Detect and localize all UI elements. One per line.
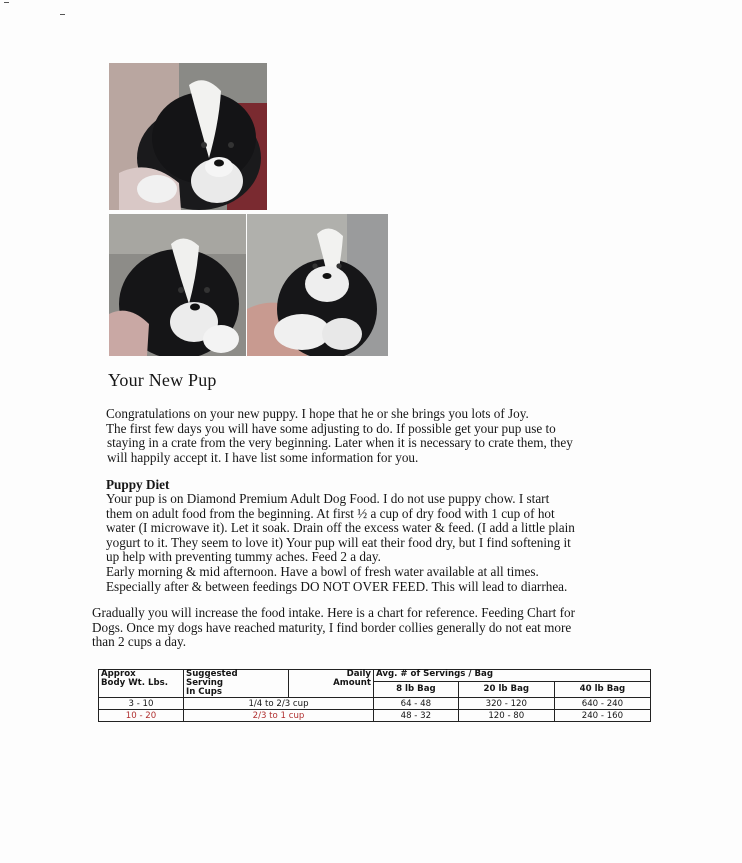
- scan-mark: [4, 2, 9, 3]
- diet-line: Early morning & mid afternoon. Have a bowl of fresh water available at all times.: [106, 563, 539, 579]
- diet-line: Your pup is on Diamond Premium Adult Dog Food. I do not use puppy chow. I start: [106, 491, 550, 506]
- diet-line: Especially after & between feedings DO NOT OVER FEED. This will lead to diarrhea.: [106, 578, 568, 594]
- chart-intro-paragraph: [92, 606, 575, 650]
- intro-line: Congratulations on your new puppy. I hope that he or she brings you lots of Joy.: [106, 406, 529, 421]
- cell-40lb: 640 - 240: [554, 698, 650, 710]
- chart-intro-line: than 2 cups a day.: [92, 634, 186, 650]
- cell-serving: 2/3 to 1 cup: [184, 710, 374, 722]
- cell-serving: 1/4 to 2/3 cup: [184, 698, 374, 710]
- cell-8lb: 64 - 48: [374, 698, 459, 710]
- cell-20lb: 120 - 80: [458, 710, 554, 722]
- diet-line: them on adult food from the beginning. At first ½ a cup of dry food with 1 cup of hot: [106, 505, 555, 521]
- puppy-photo-icon: [109, 63, 267, 210]
- cell-8lb: 48 - 32: [374, 710, 459, 722]
- chart-intro-line: Gradually you will increase the food intake. Here is a chart for reference. Feeding Chart for: [92, 605, 575, 620]
- header-40lb: 40 lb Bag: [554, 682, 650, 698]
- chart-intro-line: Dogs. Once my dogs have reached maturity, I find border collies generally do not eat more: [92, 619, 572, 635]
- page-title: Your New Pup: [108, 370, 217, 390]
- diet-heading: Puppy Diet: [106, 477, 170, 492]
- header-daily-amount: Daily Amount: [289, 670, 374, 698]
- intro-line: staying in a crate from the very beginning. Later when it is necessary to crate them, they: [107, 435, 573, 451]
- header-20lb: 20 lb Bag: [458, 682, 554, 698]
- table-header-row: [99, 670, 651, 682]
- puppy-photo-bottom-right: [247, 214, 388, 356]
- puppy-photo-icon: [109, 214, 246, 356]
- intro-paragraph: [106, 407, 573, 465]
- scan-mark: [60, 14, 65, 15]
- diet-paragraph: [106, 492, 575, 594]
- cell-20lb: 320 - 120: [458, 698, 554, 710]
- header-serving: Suggested Serving In Cups: [184, 670, 289, 698]
- puppy-photo-icon: [247, 214, 388, 356]
- puppy-photo-top: [109, 63, 267, 210]
- puppy-photo-bottom-left: [109, 214, 246, 356]
- cell-40lb: 240 - 160: [554, 710, 650, 722]
- table-row: [99, 710, 651, 722]
- diet-line: yogurt to it. They seem to love it) Your pup will eat their food dry, but I find softening it: [106, 534, 571, 550]
- intro-line: The first few days you will have some adjusting to do. If possible get your pup use to: [106, 420, 556, 436]
- table-row: [99, 698, 651, 710]
- feeding-chart-table: [98, 669, 651, 722]
- cell-weight: 3 - 10: [99, 698, 184, 710]
- diet-line: up help with preventing tummy aches. Feed 2 a day.: [106, 549, 381, 565]
- intro-line: will happily accept it. I have list some information for you.: [107, 449, 419, 465]
- cell-weight: 10 - 20: [99, 710, 184, 722]
- header-weight: Approx Body Wt. Lbs.: [99, 670, 184, 698]
- header-servings-group: Avg. # of Servings / Bag: [374, 670, 651, 682]
- diet-line: water (I microwave it). Let it soak. Drain off the excess water & feed. (I add a little plain: [106, 520, 575, 536]
- header-8lb: 8 lb Bag: [374, 682, 459, 698]
